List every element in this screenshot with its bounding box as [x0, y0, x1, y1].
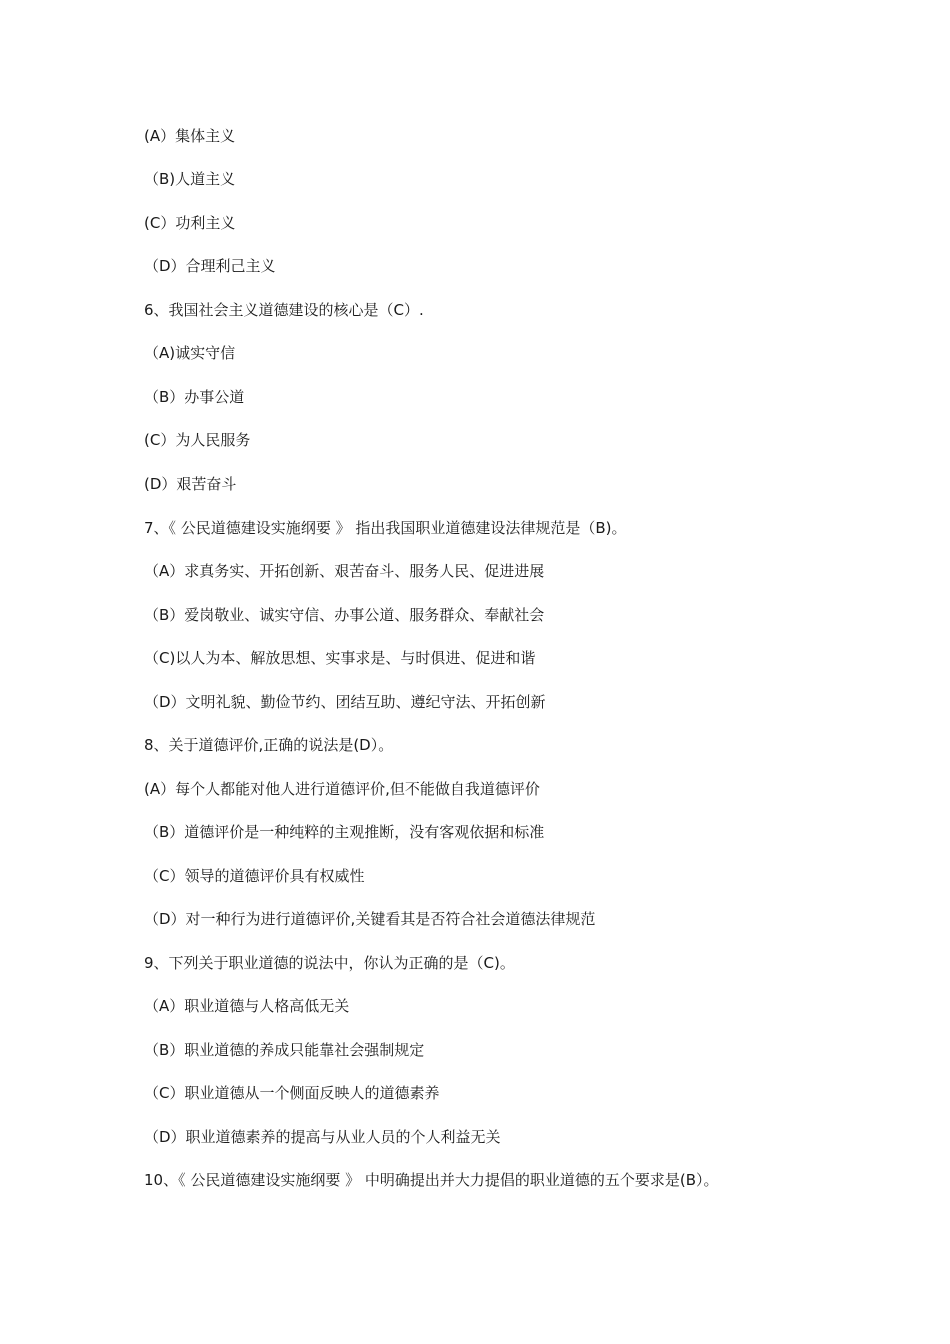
option-line: （D）对一种行为进行道德评价,关键看其是否符合社会道德法律规范: [144, 910, 596, 928]
question-line: 7、《 公民道德建设实施纲要 》 指出我国职业道德建设法律规范是（B)。: [144, 519, 627, 537]
question-line: 6、我国社会主义道德建设的核心是（C）.: [144, 301, 424, 319]
option-line: （A）求真务实、开拓创新、艰苦奋斗、服务人民、促进进展: [144, 562, 545, 580]
option-line: (A）集体主义: [144, 127, 236, 145]
option-line: (A）每个人都能对他人进行道德评价,但不能做自我道德评价: [144, 780, 540, 798]
option-line: （D）合理利己主义: [144, 257, 276, 275]
option-line: （C)以人为本、解放思想、实事求是、与时俱进、促进和谐: [144, 649, 536, 667]
option-line: (C）为人民服务: [144, 431, 251, 449]
option-line: （C）领导的道德评价具有权威性: [144, 867, 365, 885]
option-line: （B）道德评价是一种纯粹的主观推断，没有客观依据和标准: [144, 823, 545, 841]
option-line: (D）艰苦奋斗: [144, 475, 237, 493]
question-line: 10、《 公民道德建设实施纲要 》 中明确提出并大力提倡的职业道德的五个要求是(B）。: [144, 1171, 719, 1189]
option-line: （B）办事公道: [144, 388, 245, 406]
option-line: （B）职业道德的养成只能靠社会强制规定: [144, 1041, 425, 1059]
option-line: （A)诚实守信: [144, 344, 236, 362]
option-line: （B)人道主义: [144, 170, 236, 188]
option-line: （D）职业道德素养的提高与从业人员的个人利益无关: [144, 1128, 501, 1146]
option-line: （B）爱岗敬业、诚实守信、办事公道、服务群众、奉献社会: [144, 606, 545, 624]
option-line: （C）职业道德从一个侧面反映人的道德素养: [144, 1084, 440, 1102]
option-line: （A）职业道德与人格高低无关: [144, 997, 350, 1015]
option-line: (C）功利主义: [144, 214, 236, 232]
question-line: 8、关于道德评价,正确的说法是(D）。: [144, 736, 394, 754]
option-line: （D）文明礼貌、勤俭节约、团结互助、遵纪守法、开拓创新: [144, 693, 546, 711]
question-line: 9、下列关于职业道德的说法中，你认为正确的是（C)。: [144, 954, 515, 972]
